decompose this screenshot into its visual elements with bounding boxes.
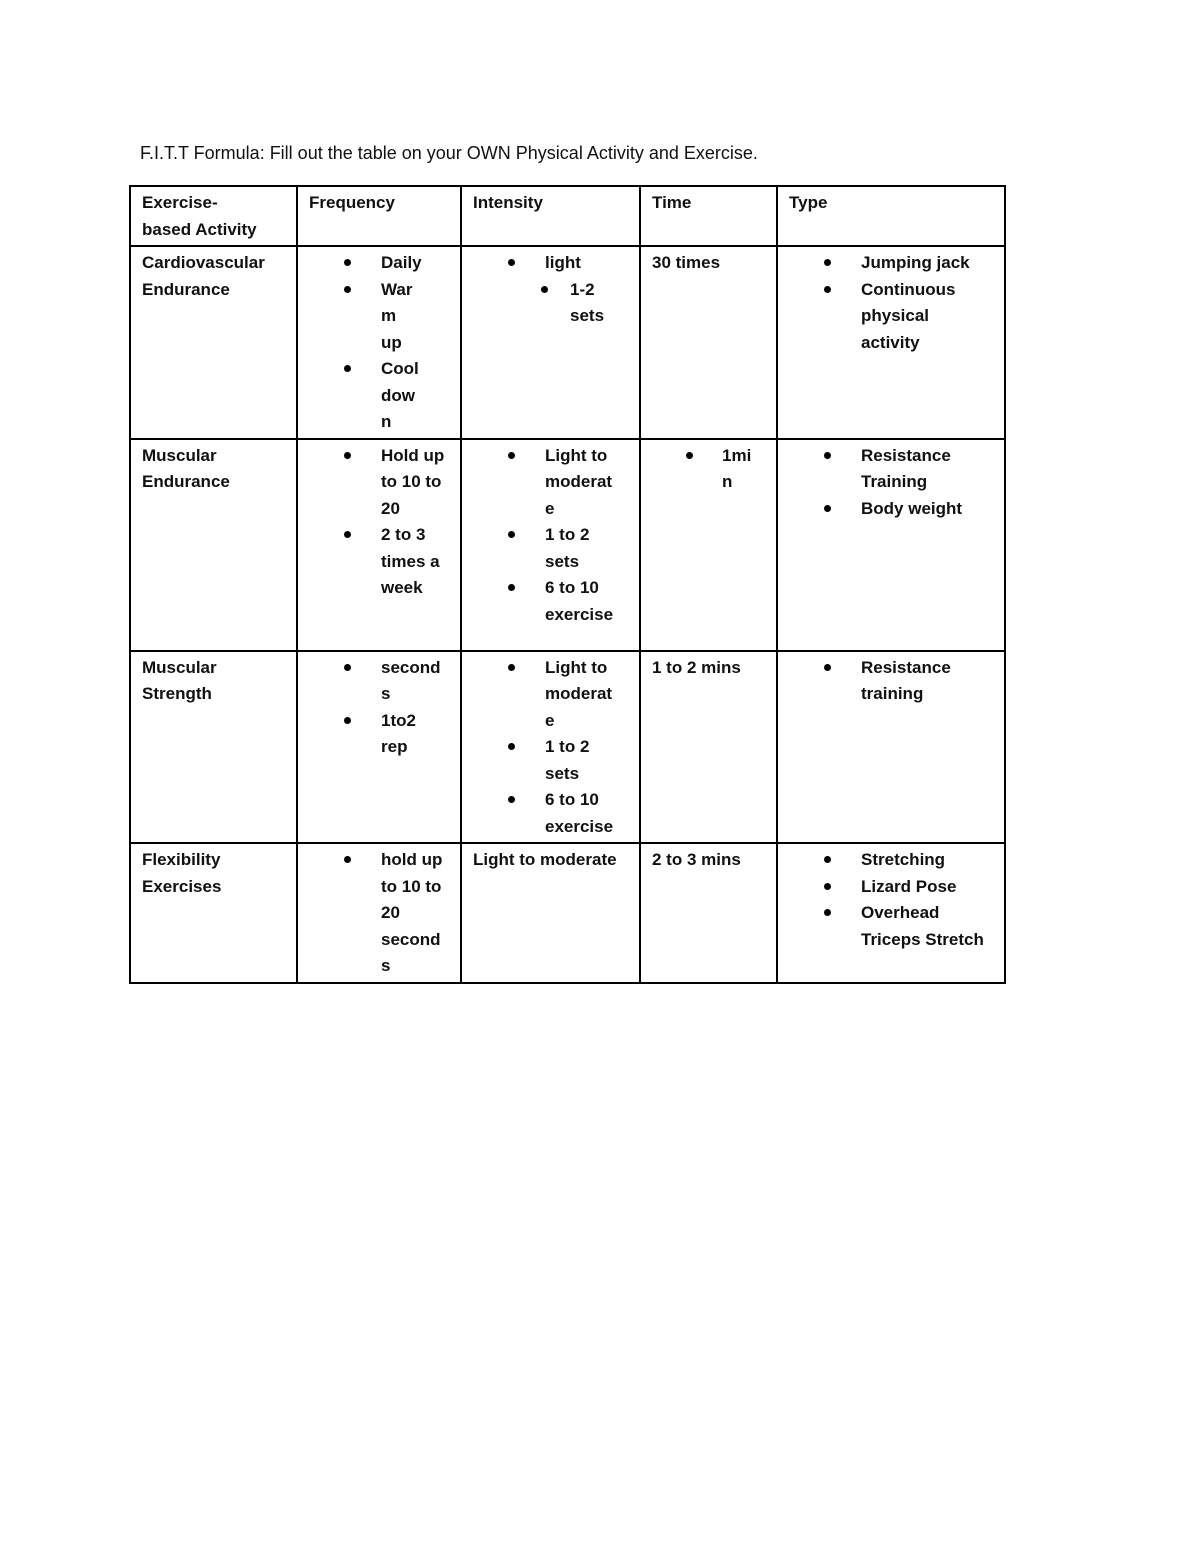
header-type: Type	[777, 186, 1005, 246]
bullet-icon	[686, 452, 693, 459]
table-row	[130, 246, 1005, 439]
list-item: Cool down	[309, 356, 421, 436]
fitt-table	[129, 185, 1006, 984]
frequency-cell	[297, 651, 461, 844]
list-item: 1to2 rep	[309, 708, 431, 761]
list-item: 1 to 2 sets	[473, 522, 605, 575]
activity-cell: Cardiovascular Endurance	[130, 246, 297, 439]
bullet-icon	[508, 584, 515, 591]
list-item: 6 to 10 exercise	[473, 787, 623, 840]
type-cell	[777, 843, 1005, 983]
list-item: Resistance training	[789, 655, 971, 708]
list-item: 1 to 2 sets	[473, 734, 605, 787]
list-item: Resistance Training	[789, 443, 971, 496]
header-row	[130, 186, 1005, 246]
activity-cell: Flexibility Exercises	[130, 843, 297, 983]
bullet-icon	[508, 796, 515, 803]
list-item: Jumping jack	[789, 250, 994, 277]
page-title: F.I.T.T Formula: Fill out the table on your OWN Physical Activity and Exercise.	[140, 143, 758, 163]
type-cell	[777, 439, 1005, 651]
intensity-cell	[461, 439, 640, 651]
bullet-icon	[508, 259, 515, 266]
list-item-sub: 1-2 sets	[473, 277, 610, 330]
bullet-icon	[824, 664, 831, 671]
bullet-icon	[824, 883, 831, 890]
bullet-icon	[344, 259, 351, 266]
bullet-icon	[508, 743, 515, 750]
header-time: Time	[640, 186, 777, 246]
list-item: Hold up to 10 to 20	[309, 443, 453, 523]
bullet-icon	[344, 856, 351, 863]
frequency-cell	[297, 439, 461, 651]
header-frequency: Frequency	[297, 186, 461, 246]
bullet-icon	[508, 452, 515, 459]
bullet-icon	[344, 664, 351, 671]
bullet-icon	[344, 365, 351, 372]
bullet-icon	[824, 452, 831, 459]
list-item: Lizard Pose	[789, 874, 994, 901]
type-cell	[777, 246, 1005, 439]
list-item: Body weight	[789, 496, 994, 523]
list-item: Light to moderat e	[473, 655, 623, 735]
list-item: 2 to 3 times a week	[309, 522, 453, 602]
list-item: light	[473, 250, 629, 277]
bullet-icon	[824, 505, 831, 512]
frequency-cell	[297, 246, 461, 439]
bullet-icon	[508, 531, 515, 538]
frequency-cell	[297, 843, 461, 983]
list-item: Overhead Triceps Stretch	[789, 900, 1001, 953]
bullet-icon	[541, 286, 548, 293]
time-cell	[640, 439, 777, 651]
intensity-cell: Light to moderate	[461, 843, 640, 983]
type-cell	[777, 651, 1005, 844]
header-activity: Exercise- based Activity	[130, 186, 297, 246]
table-row	[130, 843, 1005, 983]
list-item: Continuous physical activity	[789, 277, 971, 357]
list-item: Stretching	[789, 847, 994, 874]
list-item: Daily	[309, 250, 450, 277]
list-item: 6 to 10 exercise	[473, 575, 623, 628]
bullet-icon	[344, 531, 351, 538]
bullet-icon	[508, 664, 515, 671]
list-item: 1mi n	[652, 443, 758, 496]
activity-cell: Muscular Endurance	[130, 439, 297, 651]
bullet-icon	[344, 717, 351, 724]
list-item: Warm up	[309, 277, 421, 357]
bullet-icon	[344, 452, 351, 459]
activity-cell: Muscular Strength	[130, 651, 297, 844]
bullet-icon	[824, 909, 831, 916]
time-cell: 2 to 3 mins	[640, 843, 777, 983]
bullet-icon	[824, 259, 831, 266]
intensity-cell	[461, 246, 640, 439]
bullet-icon	[824, 286, 831, 293]
header-intensity: Intensity	[461, 186, 640, 246]
table-row	[130, 651, 1005, 844]
time-cell: 1 to 2 mins	[640, 651, 777, 844]
bullet-icon	[344, 286, 351, 293]
list-item: hold up to 10 to 20 second s	[309, 847, 453, 980]
time-cell: 30 times	[640, 246, 777, 439]
intensity-cell	[461, 651, 640, 844]
list-item: second s	[309, 655, 445, 708]
bullet-icon	[824, 856, 831, 863]
table-row	[130, 439, 1005, 651]
list-item: Light to moderat e	[473, 443, 623, 523]
